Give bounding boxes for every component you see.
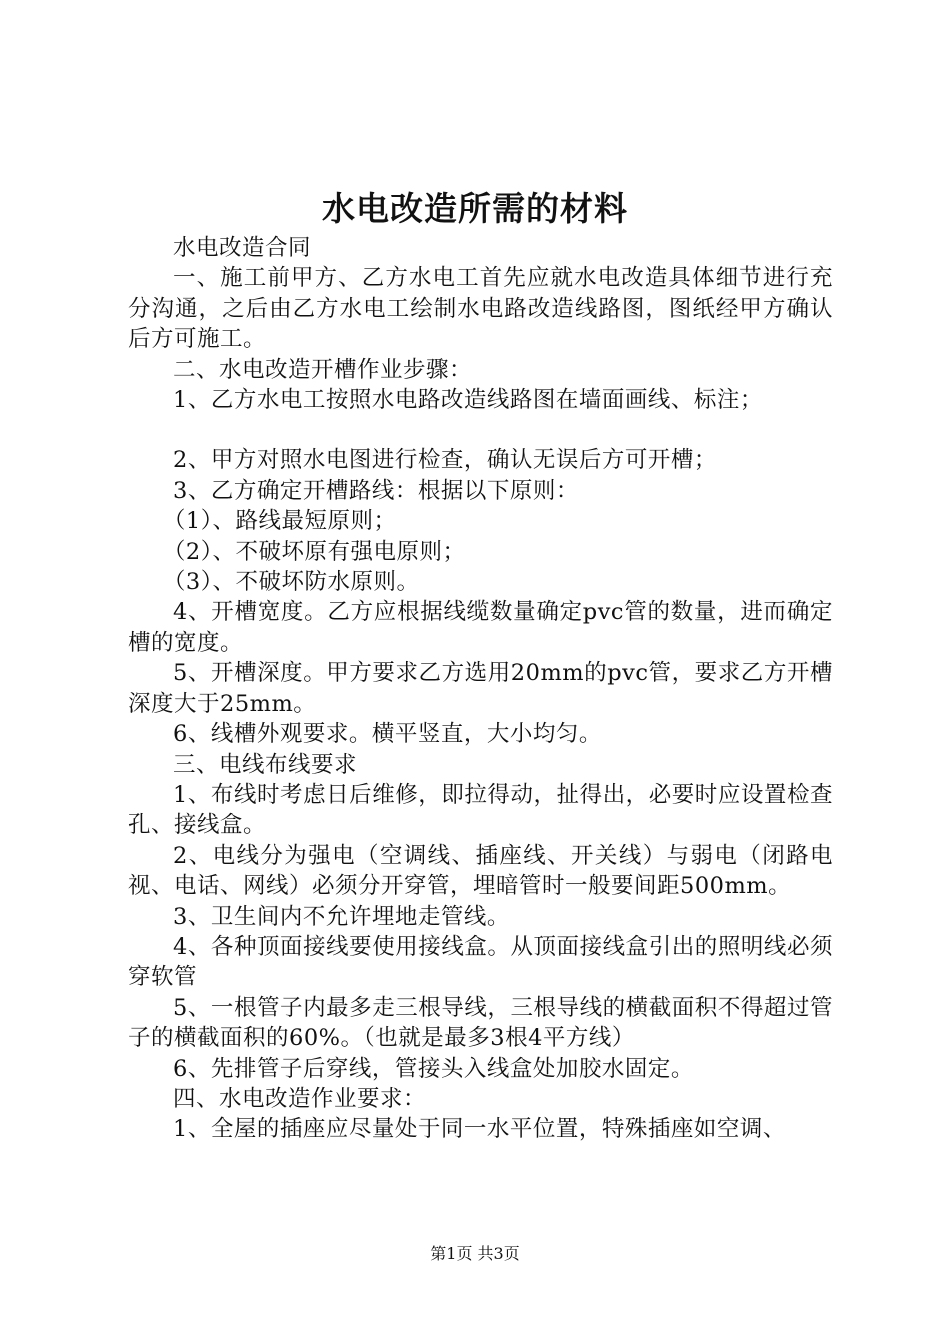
paragraph-step-6: 6、线槽外观要求。横平竖直，大小均匀。 — [173, 721, 602, 748]
paragraph-section-4-heading: 四、水电改造作业要求： — [173, 1085, 427, 1112]
paragraph-step-4: 4、开槽宽度。乙方应根据线缆数量确定pvc管的数量，进而确定槽的宽度。 — [128, 599, 833, 656]
paragraph-step-1: 1、乙方水电工按照水电路改造线路图在墙面画线、标注； — [173, 387, 763, 414]
paragraph-wiring-5: 5、一根管子内最多走三根导线，三根导线的横截面积不得超过管子的横截面积的60%。（也就是最多3根4平方线） — [128, 994, 833, 1052]
paragraph-principle-2: （2）、不破坏原有强电原则； — [162, 538, 466, 565]
paragraph-section-2-heading: 二、水电改造开槽作业步骤： — [173, 356, 473, 383]
paragraph-step-3: 3、乙方确定开槽路线：根据以下原则： — [173, 477, 579, 504]
document-body — [128, 233, 833, 1145]
paragraph-wiring-3: 3、卫生间内不允许埋地走管线。 — [173, 903, 510, 930]
paragraph-requirement-1: 1、全屋的插座应尽量处于同一水平位置，特殊插座如空调、 — [173, 1116, 786, 1143]
document-title: 水电改造所需的材料 — [322, 189, 628, 228]
paragraph-section-3-heading: 三、电线布线要求 — [173, 751, 358, 778]
page-number-footer: 第1页 共3页 — [430, 1244, 520, 1263]
paragraph-wiring-1: 1、布线时考虑日后维修，即拉得动，扯得出，必要时应设置检查孔、接线盒。 — [128, 781, 833, 839]
paragraph-step-2: 2、甲方对照水电图进行检查，确认无误后方可开槽； — [173, 447, 717, 474]
paragraph-wiring-2: 2、电线分为强电（空调线、插座线、开关线）与弱电（闭路电视、电话、网线）必须分开穿管，埋暗管时一般要间距500mm。 — [128, 842, 833, 900]
paragraph-wiring-4: 4、各种顶面接线要使用接线盒。从顶面接线盒引出的照明线必须穿软管 — [128, 933, 833, 991]
paragraph-contract-heading: 水电改造合同 — [173, 235, 312, 261]
paragraph-wiring-6: 6、先排管子后穿线，管接头入线盒处加胶水固定。 — [173, 1055, 694, 1082]
paragraph-section-1: 一、施工前甲方、乙方水电工首先应就水电改造具体细节进行充分沟通，之后由乙方水电工绘制水电路改造线路图，图纸经甲方确认后方可施工。 — [128, 265, 833, 353]
paragraph-principle-1: （1）、路线最短原则； — [162, 508, 397, 535]
paragraph-principle-3: （3）、不破坏防水原则。 — [162, 569, 420, 596]
paragraph-step-5: 5、开槽深度。甲方要求乙方选用20mm的pvc管，要求乙方开槽深度大于25mm。 — [128, 660, 833, 717]
